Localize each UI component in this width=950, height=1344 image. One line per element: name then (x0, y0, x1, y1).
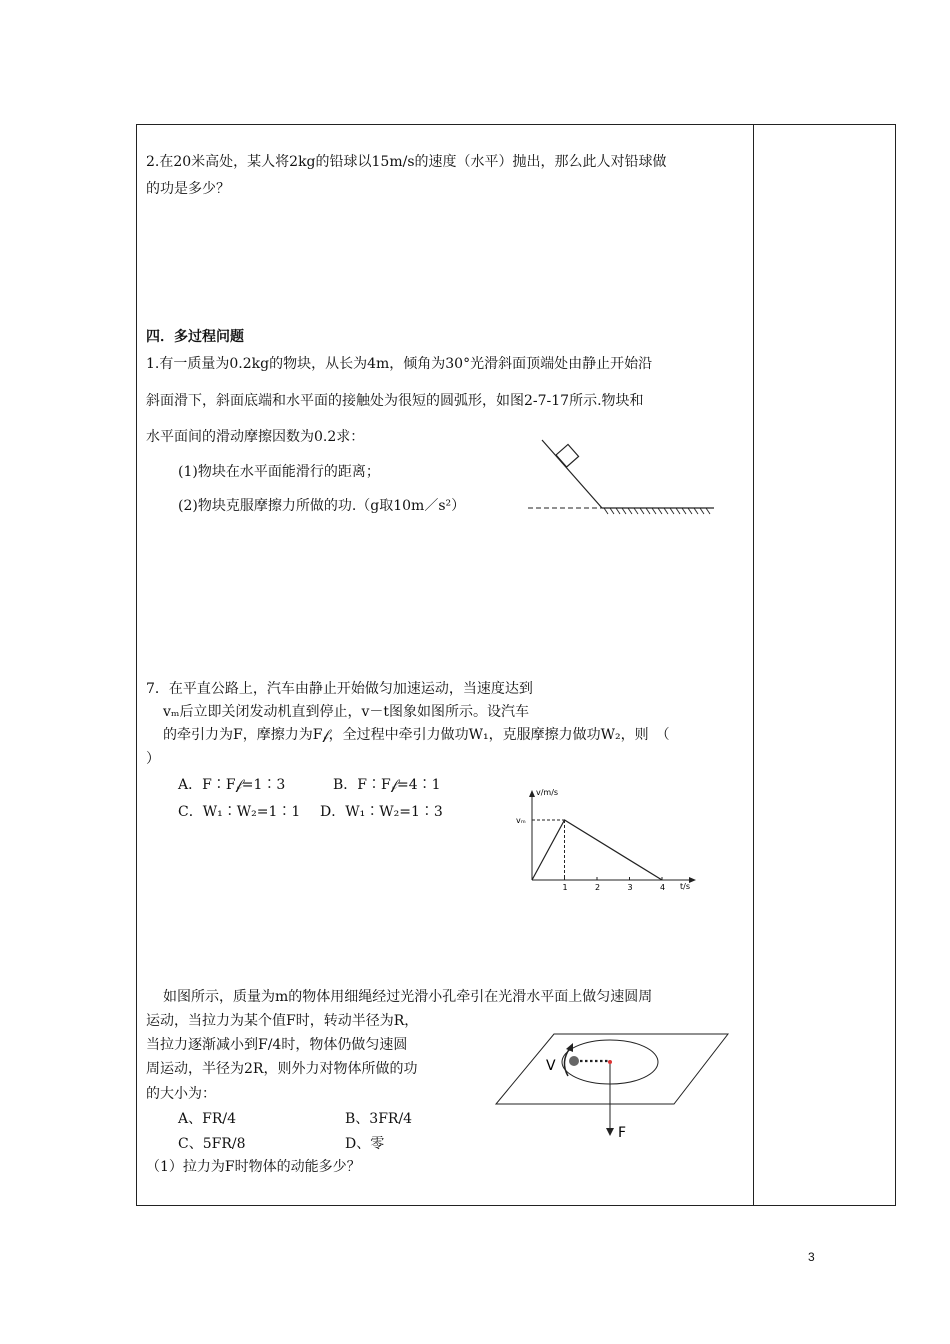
q2-line1: 2.在20米高处，某人将2kg的铅球以15m/s的速度（水平）抛出，那么此人对铅球做 (146, 154, 667, 170)
circle-q-option-c: C、5FR/8 (178, 1136, 246, 1152)
circle-q-option-b: B、3FR/4 (345, 1111, 413, 1127)
vt-chart (510, 785, 700, 893)
incline-diagram (520, 435, 720, 520)
q7-line2: vₘ后立即关闭发动机直到停止，v－t图象如图所示。设汽车 (163, 704, 530, 720)
x-tick-label-4: 4 (660, 883, 666, 892)
hole (608, 1060, 612, 1064)
q2-line2: 的功是多少？ (146, 181, 230, 197)
q7-option-c: C．W₁∶W₂=1∶1 (178, 804, 301, 820)
circle-q-option-d: D、零 (345, 1136, 385, 1152)
q7-option-b: B．F∶F𝒻=4∶1 (333, 777, 441, 793)
circle-q-line4: 周运动，半径为2R，则外力对物体所做的功 (146, 1061, 418, 1077)
section4-sub1: (1)物块在水平面能滑行的距离； (178, 464, 380, 480)
velocity-line (532, 820, 662, 880)
circular-motion-diagram (494, 1030, 734, 1142)
x-axis-label: t/s (680, 882, 690, 891)
block (556, 444, 579, 467)
x-tick-label-3: 3 (627, 883, 633, 892)
ground-hatching (604, 508, 710, 514)
circle-q-line2: 运动，当拉力为某个值F时，转动半径为R， (146, 1013, 419, 1029)
circle-q-option-a: A、FR/4 (178, 1111, 236, 1127)
force-arrow (606, 1128, 614, 1136)
circle-q-line5: 的大小为： (146, 1086, 216, 1102)
y-axis-label: v/m/s (536, 788, 559, 797)
q7-line3: 的牵引力为F，摩擦力为F𝒻，全过程中牵引力做功W₁，克服摩擦力做功W₂，则 （ (163, 727, 670, 743)
circle-q-line3: 当拉力逐渐减小到F/4时，物体仍做匀速圆 (146, 1037, 408, 1053)
section4-p1-line3: 水平面间的滑动摩擦因数为0.2求： (146, 429, 365, 445)
table-column-divider (753, 124, 754, 1206)
q7-option-d: D．W₁∶W₂=1∶3 (320, 804, 443, 820)
q7-line1: 7．在平直公路上，汽车由静止开始做匀加速运动，当速度达到 (146, 681, 533, 697)
q7-option-a: A．F∶F𝒻=1∶3 (178, 777, 286, 793)
x-tick-label-1: 1 (562, 883, 568, 892)
circle-q-sub1: （1）拉力为F时物体的动能多少？ (146, 1159, 361, 1175)
y-tick-label-vm: vₘ (516, 816, 526, 825)
x-tick-label-2: 2 (595, 883, 601, 892)
force-label: F (618, 1125, 627, 1141)
plane (496, 1034, 728, 1104)
velocity-label: V (546, 1058, 556, 1074)
mass-ball (569, 1056, 579, 1066)
y-axis-arrow (529, 790, 535, 797)
section4-heading: 四．多过程问题 (146, 329, 244, 345)
section4-sub2: (2)物块克服摩擦力所做的功.（g取10m／s²） (178, 498, 466, 514)
section4-p1-line1: 1.有一质量为0.2kg的物块，从长为4m，倾角为30°光滑斜面顶端处由静止开始沿 (146, 356, 653, 372)
x-axis-arrow (689, 877, 696, 883)
circle-q-line1: 如图所示，质量为m的物体用细绳经过光滑小孔牵引在光滑水平面上做匀速圆周 (163, 989, 653, 1005)
page-number: 3 (808, 1250, 815, 1264)
q7-line4: ） (146, 751, 160, 767)
section4-p1-line2: 斜面滑下，斜面底端和水平面的接触处为很短的圆弧形，如图2-7-17所示.物块和 (146, 393, 644, 409)
